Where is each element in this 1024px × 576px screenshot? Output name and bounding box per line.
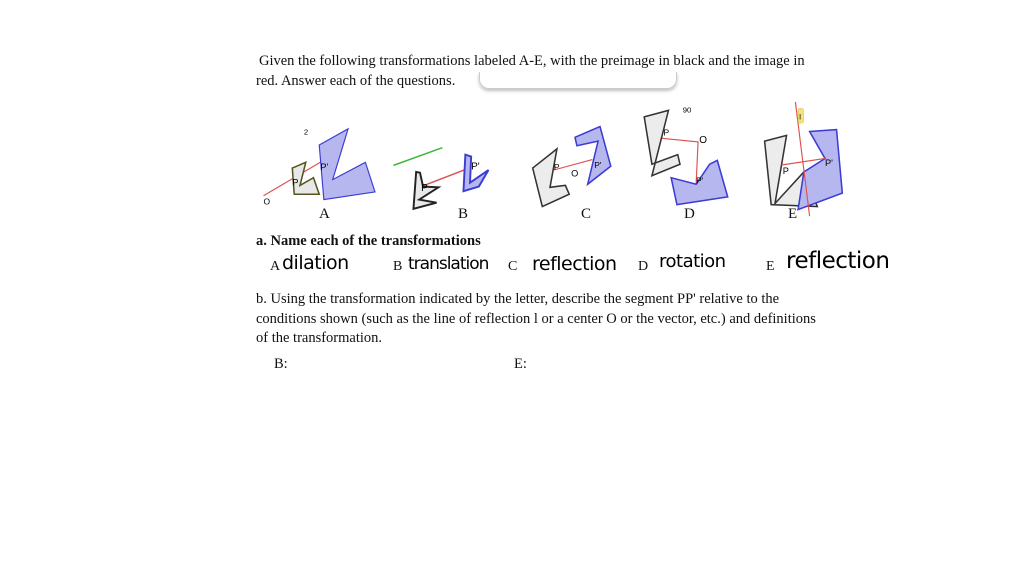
point-p-prime: P' (471, 161, 480, 173)
figure-label-c: C (581, 206, 592, 222)
answer-c: reflection (532, 253, 617, 275)
scale-factor-label: 2 (303, 127, 309, 137)
answer-b: translation (408, 254, 489, 274)
part-b-label-b: B: (274, 356, 288, 372)
point-p: P (663, 127, 670, 138)
hidden-text-bubble (479, 72, 677, 89)
point-p: P (421, 183, 428, 195)
answer-letter-b: B (393, 259, 403, 274)
answer-letter-c: C (508, 259, 518, 274)
part-b-line-1: b. Using the transformation indicated by the letter, describe the segment PP' relative to the (256, 291, 780, 307)
figure-e (765, 102, 843, 216)
figure-a (263, 128, 375, 207)
point-p: P (782, 165, 789, 176)
figure-c (533, 127, 611, 207)
answer-e: reflection (786, 248, 890, 274)
figure-label-d: D (684, 206, 695, 222)
point-p: P (553, 162, 560, 172)
translation-vector (393, 148, 442, 166)
part-b-label-e: E: (514, 356, 527, 372)
point-p-prime: P' (696, 175, 704, 186)
figure-d (644, 105, 727, 204)
part-a-heading: a. Name each of the transformations (256, 233, 481, 249)
point-o: O (699, 135, 708, 147)
figure-label-a: A (319, 206, 330, 222)
intro-line-1: Given the following transformations labeled A-E, with the preimage in black and the image in (259, 53, 805, 69)
rotation-angle-label: 90 (682, 105, 692, 115)
point-p: P (292, 177, 299, 188)
answer-letter-a: A (270, 259, 281, 274)
figure-b (393, 148, 488, 209)
image-e (798, 130, 842, 210)
part-b-line-3: of the transformation. (256, 330, 383, 346)
point-o: O (263, 196, 271, 207)
transformations-figure (250, 95, 850, 225)
answer-letter-e: E (766, 259, 775, 274)
image-b (463, 155, 488, 192)
point-p-prime: P' (825, 158, 833, 169)
image-c (575, 127, 611, 185)
answer-letter-d: D (638, 259, 649, 274)
point-p-prime: P' (594, 160, 602, 171)
figure-label-e: E (788, 206, 798, 222)
point-o: O (571, 168, 579, 179)
preimage-c (533, 149, 570, 207)
point-p-prime: P' (320, 162, 329, 172)
figure-label-b: B (458, 206, 469, 222)
part-b-line-2: conditions shown (such as the line of reflection l or a center O or the vector, etc.) and definitions (256, 311, 816, 327)
answer-a: dilation (282, 252, 349, 274)
line-l-label: l (799, 112, 801, 122)
answer-d: rotation (659, 251, 726, 272)
intro-line-2: red. Answer each of the questions. (256, 73, 456, 89)
preimage-d (644, 110, 680, 175)
